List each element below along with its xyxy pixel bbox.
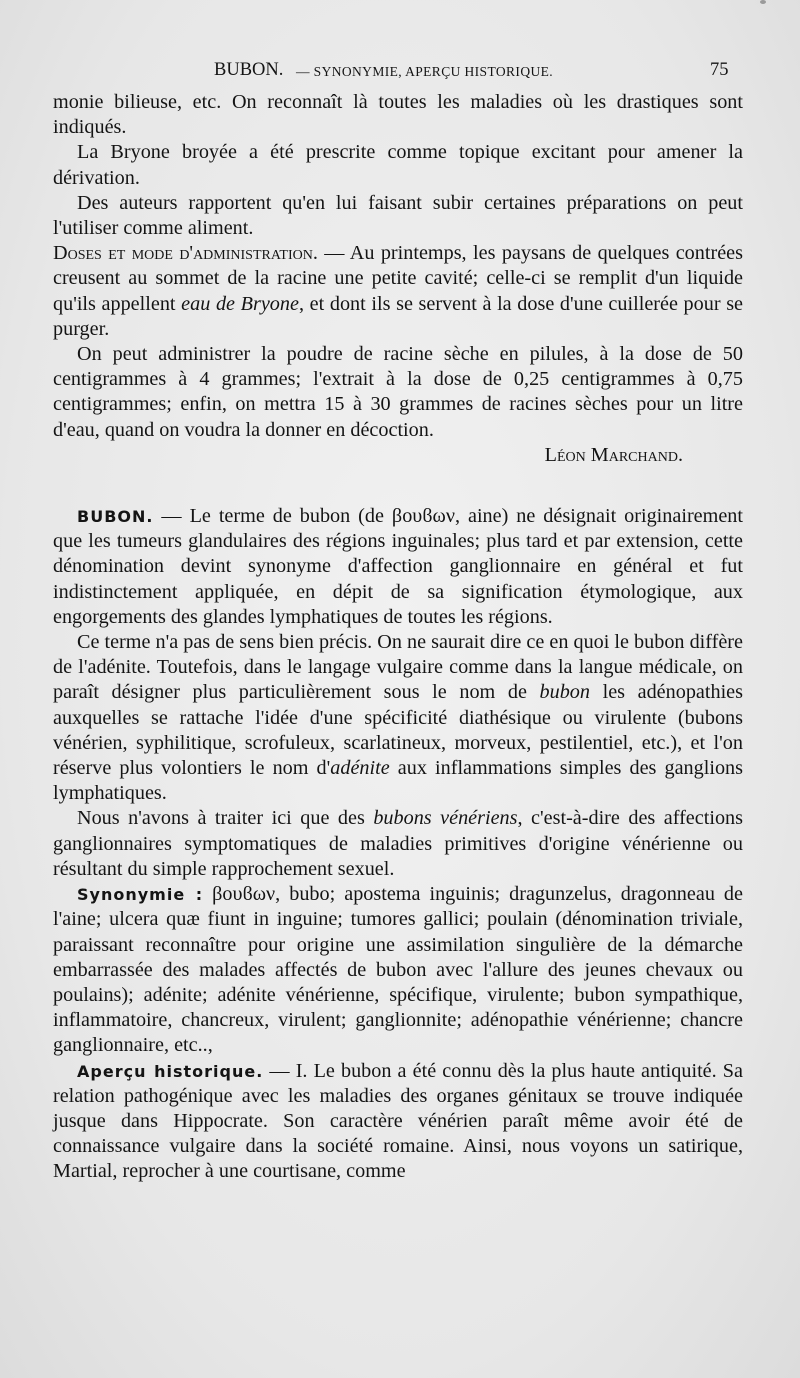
text-run: , c'est-à-dire des affections ganglionnaires symptomatiques de maladies primitives d'origine vénérienne ou résultant du simple rapprochement sexuel. xyxy=(53,807,743,880)
section-heading: Synonymie : xyxy=(77,885,204,905)
text-run: , et dont ils se servent à la dose d'une cuillerée pour se purger. xyxy=(53,292,744,340)
paragraph xyxy=(53,504,743,630)
header-subtitle: — SYNONYMIE, APERÇU HISTORIQUE. xyxy=(296,64,554,79)
entry-heading: BUBON. xyxy=(77,507,154,527)
author-signature: Léon Marchand. xyxy=(544,443,683,466)
paragraph xyxy=(53,882,743,1058)
emphasis: bubon xyxy=(539,681,590,704)
page-number: 75 xyxy=(710,60,729,80)
section-gap xyxy=(53,468,743,504)
section-heading: Aperçu historique. xyxy=(77,1061,264,1081)
text-run: aux inflammations simples des ganglions lymphatiques. xyxy=(53,757,743,805)
text-run: les adénopathies auxquelles se rattache l'idée d'une spécificité diathésique ou virulente (bubons vénérien, syphilitique, scrofuleux, scarlatineux, morveux, pestilentiel, etc.), et l'on réserve plus volontiers le nom d' xyxy=(53,681,743,780)
running-header xyxy=(0,58,800,88)
paragraph xyxy=(53,241,743,342)
text-run: Ce terme n'a pas de sens bien précis. On ne saurait dire ce en quoi le bubon diffère de l'adénite. Toutefois, dans le langage vulgaire comme dans la langue médicale, on paraît désigner plus particulièrement sous le nom de xyxy=(53,631,743,704)
paragraph: On peut administrer la poudre de racine sèche en pilules, à la dose de 50 centigrammes à 4 grammes; l'extrait à la dose de 0,25 centigrammes à 0,75 centigrammes; enfin, on mettra 15 à 30 grammes de racines sèches pour un litre d'eau, quand on voudra la donner en décoction. xyxy=(53,343,743,441)
paragraph: monie bilieuse, etc. On reconnaît là toutes les maladies où les drastiques sont indiqués. xyxy=(53,91,743,139)
paragraph: Des auteurs rapportent qu'en lui faisant subir certaines préparations on peut l'utiliser comme aliment. xyxy=(53,191,743,240)
paragraph xyxy=(53,630,743,806)
text-run: — I. Le bubon a été connu dès la plus haute antiquité. Sa relation pathogénique avec les maladies des organes génitaux se trouve indiquée jusque dans Hippocrate. Son caractère vénérien paraît même avoir été de connaissance vulgaire dans la société romaine. Ainsi, nous voyons un satirique, Martial, reprocher à une courtisane, comme xyxy=(53,1059,743,1183)
text-run: — Au printemps, les paysans de quelques contrées creusent au sommet de la racine une petite cavité; celle-ci se remplit d'un liquide qu'ils appellent xyxy=(53,242,743,315)
emphasis: eau de Bryone xyxy=(181,292,299,315)
emphasis: bubons vénériens xyxy=(373,807,518,830)
text-run: Nous n'avons à traiter ici que des xyxy=(77,807,374,830)
paragraph xyxy=(53,1059,743,1185)
paragraph xyxy=(53,806,743,882)
ink-speck xyxy=(760,0,766,4)
text-body xyxy=(53,90,743,1185)
paragraph: La Bryone broyée a été prescrite comme topique excitant pour amener la dérivation. xyxy=(53,141,743,189)
text-run: βουϐων, bubo; apostema inguinis; dragunzelus, dragonneau de l'aine; ulcera quæ fiunt in inguine; tumores gallici; poulain (dénomination triviale, paraissant reconnaître pour origine une assimilation singulière de la démarche embarrassée des malades affectés de bubon avec l'allure des jeunes chevaux ou poulains); adénite; adénite vénérienne, spécifique, virulente; bubon sympathique, inflammatoire, chancreux, virulent; ganglionnite; adénopathie vénérienne; chancre ganglionnaire, etc.., xyxy=(53,883,743,1057)
text-run: — Le terme de bubon (de βουϐων, aine) ne désignait originairement que les tumeurs glandulaires des régions inguinales; plus tard et par extension, cette dénomination devint synonyme d'affection ganglionnaire en général et fut indistinctement appliquée, en dépit de sa signification étymologique, aux engorgements des glandes lymphatiques de toutes les régions. xyxy=(53,505,743,628)
section-heading: Doses et mode d'administration. xyxy=(53,242,318,265)
header-title: BUBON. xyxy=(214,60,284,80)
emphasis: adénite xyxy=(330,757,390,780)
